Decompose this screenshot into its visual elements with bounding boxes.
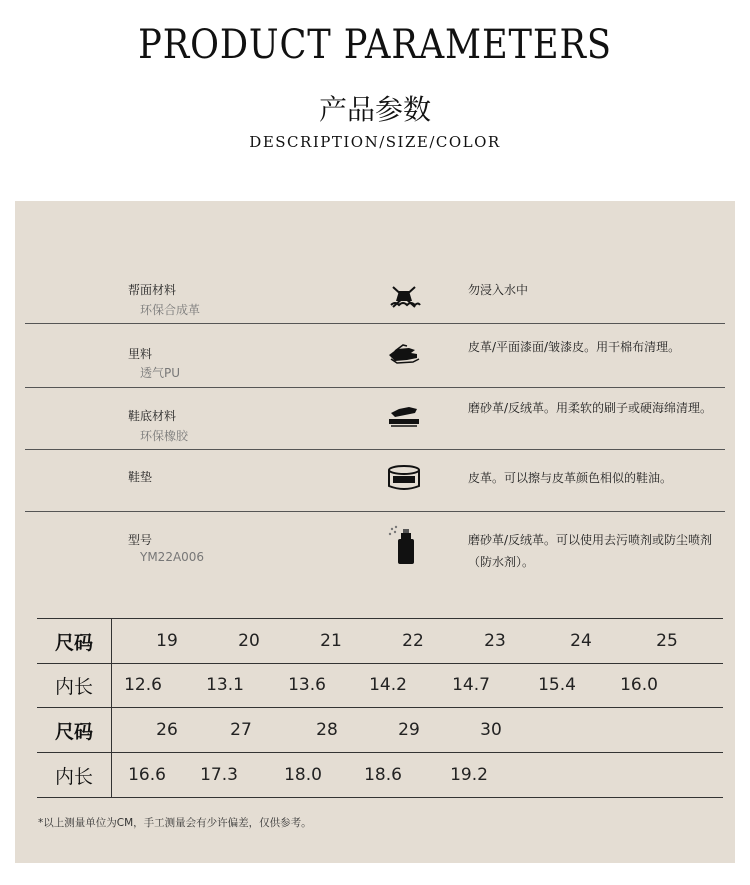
parameters-panel xyxy=(15,201,735,863)
size-cell: 14.7 xyxy=(452,675,490,695)
size-row-sizes-1 xyxy=(37,618,723,664)
size-cell: 22 xyxy=(402,631,424,651)
size-cell: 23 xyxy=(484,631,506,651)
size-cell: 20 xyxy=(238,631,260,651)
param-desc: 皮革。可以擦与皮革颜色相似的鞋油。 xyxy=(468,471,673,485)
param-name: 鞋垫 xyxy=(128,470,153,484)
size-row-header: 内长 xyxy=(37,663,112,707)
page-title: PRODUCT PARAMETERS xyxy=(138,22,612,68)
size-cell: 13.1 xyxy=(206,675,244,695)
param-value: 透气PU xyxy=(140,366,181,380)
size-cell: 19.2 xyxy=(450,765,488,785)
size-cell: 21 xyxy=(320,631,342,651)
no-soak-icon xyxy=(387,279,421,313)
size-cell: 25 xyxy=(656,631,678,651)
spray-icon xyxy=(387,523,421,565)
param-name: 型号 xyxy=(128,533,153,547)
size-cell: 16.6 xyxy=(128,765,166,785)
size-cell: 24 xyxy=(570,631,592,651)
size-row-header: 尺码 xyxy=(37,708,112,752)
size-cell: 18.0 xyxy=(284,765,322,785)
param-name: 帮面材料 xyxy=(128,283,177,297)
param-row-sole-material xyxy=(25,387,725,450)
size-row-lengths-2 xyxy=(37,753,723,798)
subtitle-chinese: 产品参数 xyxy=(318,93,431,126)
brush-icon xyxy=(387,399,421,433)
param-row-model xyxy=(25,511,725,591)
param-value: 环保合成革 xyxy=(140,303,201,317)
size-row-sizes-2 xyxy=(37,708,723,753)
size-cell: 17.3 xyxy=(200,765,238,785)
size-row-header: 尺码 xyxy=(37,619,112,663)
shoe-polish-icon xyxy=(387,461,421,495)
param-name: 里料 xyxy=(128,347,153,361)
param-row-insole xyxy=(25,449,725,512)
size-cell: 15.4 xyxy=(538,675,576,695)
param-row-lining xyxy=(25,323,725,388)
param-row-upper-material xyxy=(25,261,725,324)
size-row-header: 内长 xyxy=(37,753,112,797)
size-cell: 16.0 xyxy=(620,675,658,695)
size-cell: 27 xyxy=(230,720,252,740)
param-name: 鞋底材料 xyxy=(128,409,177,423)
size-cell: 29 xyxy=(398,720,420,740)
size-cell: 28 xyxy=(316,720,338,740)
param-desc: 皮革/平面漆面/皱漆皮。用干棉布清理。 xyxy=(468,340,681,354)
subtitle-english: DESCRIPTION/SIZE/COLOR xyxy=(249,133,501,151)
footnote: *以上测量单位为CM，手工测量会有少许偏差，仅供参考。 xyxy=(38,817,312,829)
wipe-cloth-icon xyxy=(387,337,421,371)
size-cell: 26 xyxy=(156,720,178,740)
param-desc: 磨砂革/反绒革。用柔软的刷子或硬海绵清理。 xyxy=(468,401,713,415)
param-desc: 勿浸入水中 xyxy=(468,283,529,297)
param-value: 环保橡胶 xyxy=(140,429,189,443)
size-cell: 19 xyxy=(156,631,178,651)
size-cell: 12.6 xyxy=(124,675,162,695)
size-row-lengths-1 xyxy=(37,663,723,708)
param-desc: 磨砂革/反绒革。可以使用去污喷剂或防尘喷剂（防水剂）。 xyxy=(468,533,713,569)
size-cell: 13.6 xyxy=(288,675,326,695)
size-cell: 14.2 xyxy=(369,675,407,695)
size-cell: 18.6 xyxy=(364,765,402,785)
size-cell: 30 xyxy=(480,720,502,740)
param-value: YM22A006 xyxy=(140,550,205,564)
